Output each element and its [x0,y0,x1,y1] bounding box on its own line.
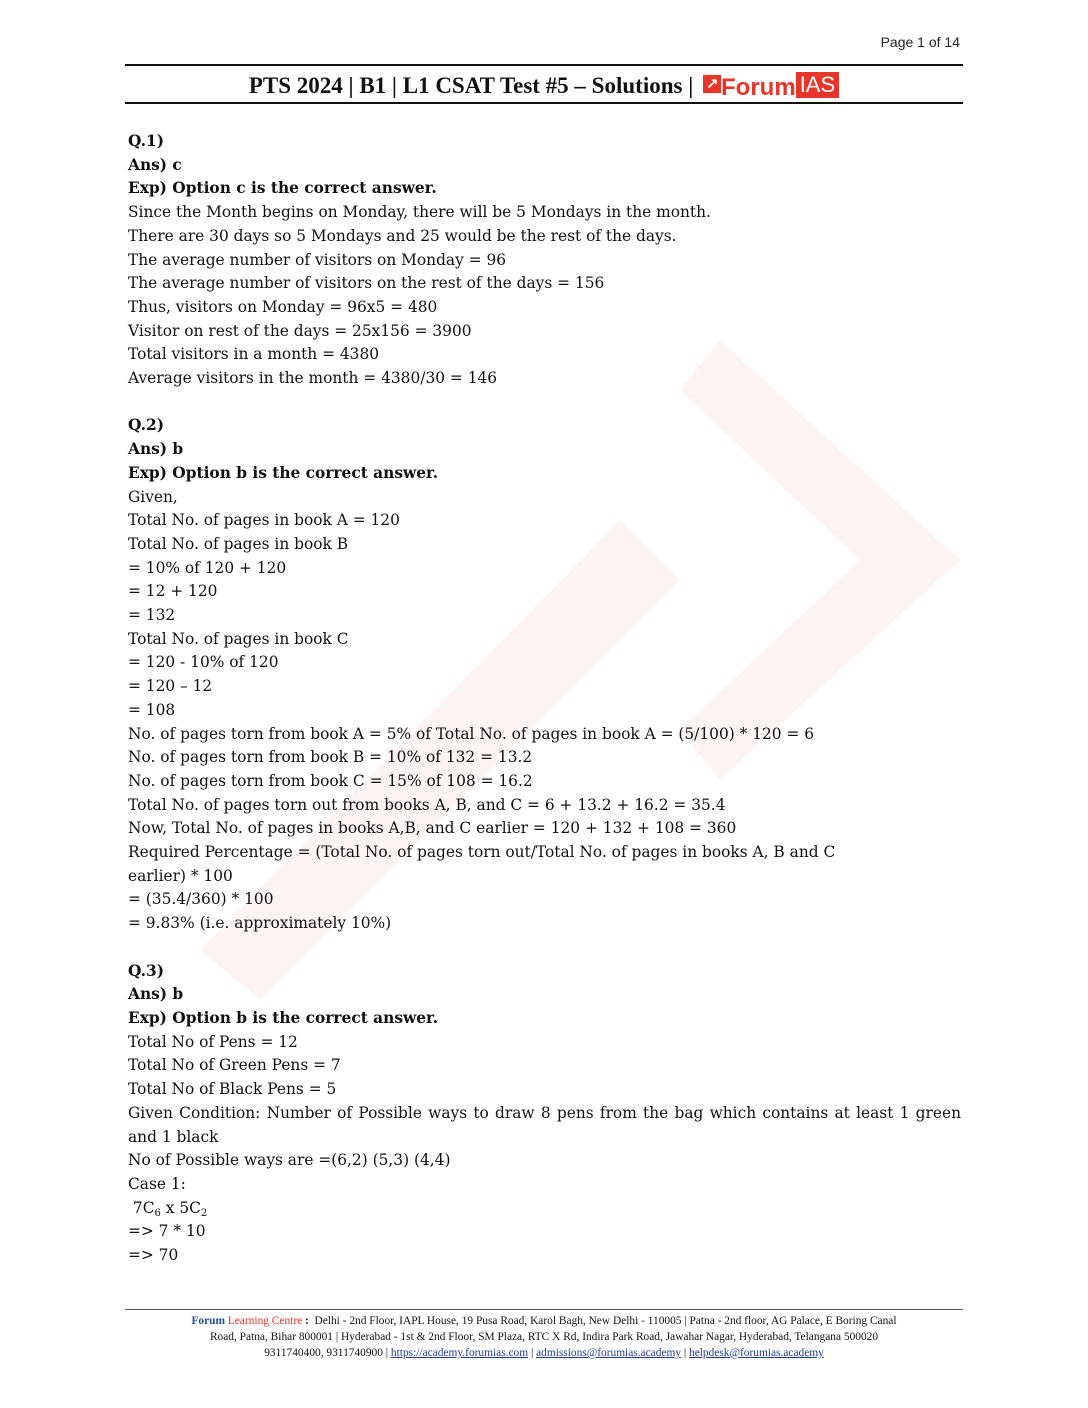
header-rule-bottom [125,102,963,104]
explanation-line: Required Percentage = (Total No. of pages torn out/Total No. of pages in books A, B and C [128,843,836,862]
explanation-line: There are 30 days so 5 Mondays and 25 would be the rest of the days. [128,226,677,245]
footer-address-text-1: Delhi - 2nd Floor, IAPL House, 19 Pusa Road, Karol Bagh, New Delhi - 110005 | Patna - 2nd floor, AG Palace, E Boring Canal [314,1315,897,1327]
question-number: Q.3) [128,961,164,980]
explanation-line: Total No of Black Pens = 5 [128,1080,337,1099]
combination-expression [128,1197,961,1221]
explanation-line: Now, Total No. of pages in books A,B, and C earlier = 120 + 132 + 108 = 360 [128,819,737,838]
explanation-heading: Exp) Option b is the correct answer. [128,1008,439,1027]
explanation-line: = 108 [128,700,176,719]
helpdesk-email-link[interactable]: helpdesk@forumias.academy [689,1347,824,1359]
footer-rule [125,1309,963,1310]
explanation-line: earlier) * 100 [128,866,233,885]
explanation-line: = 10% of 120 + 120 [128,558,287,577]
question-number: Q.1) [128,132,164,150]
explanation-line: => 7 * 10 [128,1222,206,1241]
footer-separator: | [681,1347,690,1359]
combo-part-mid: x 5C [160,1198,201,1217]
explanation-line: => 70 [128,1246,179,1265]
answer: Ans) b [128,440,184,459]
explanation-line: Since the Month begins on Monday, there will be 5 Mondays in the month. [128,203,711,222]
footer-brand-forum: Forum [191,1315,225,1327]
admissions-email-link[interactable]: admissions@forumias.academy [536,1347,682,1359]
document-header [125,70,963,102]
explanation-line: Total No. of pages in book C [128,629,349,648]
footer-address-line-1 [128,1313,960,1329]
combo-sub-a: 6 [154,1207,161,1219]
page-footer [128,1313,960,1361]
header-title: PTS 2024 | B1 | L1 CSAT Test #5 – Solutions | [248,73,694,98]
question-3 [128,960,961,1268]
logo-forum-text: Forum [721,74,796,101]
answer: Ans) c [128,155,182,174]
explanation-line: Total No. of pages in book A = 120 [128,511,400,530]
footer-address-line-2: Road, Patna, Bihar 800001 | Hyderabad - 1st & 2nd Floor, SM Plaza, RTC X Rd, Indira Park Road, Jawahar Nagar, Hyderabad, Telangana 500020 [209,1331,879,1343]
solutions-content [128,130,961,1291]
explanation-line: Total No. of pages torn out from books A, B, and C = 6 + 13.2 + 16.2 = 35.4 [128,795,726,814]
explanation-line: = 120 – 12 [128,677,213,696]
explanation-heading: Exp) Option c is the correct answer. [128,179,437,198]
combo-part-a: 7C [132,1198,155,1217]
footer-colon: : [302,1315,309,1327]
explanation-line: Given, [128,487,178,506]
answer: Ans) b [128,985,184,1004]
explanation-line: The average number of visitors on Monday = 96 [128,250,507,269]
footer-brand-learning-centre: Learning Centre [225,1315,303,1327]
footer-separator: | [528,1347,537,1359]
explanation-line: Total No. of pages in book B [128,534,349,553]
explanation-line: = 132 [128,606,176,625]
page-number: Page 1 of 14 [880,34,960,50]
explanation-heading: Exp) Option b is the correct answer. [128,463,439,482]
logo-ias-text: IAS [796,72,839,98]
explanation-line: The average number of visitors on the rest of the days = 156 [128,274,605,293]
explanation-line: No. of pages torn from book C = 15% of 108 = 16.2 [128,771,533,790]
footer-phones: 9311740400, 9311740900 | [264,1347,391,1359]
header-rule-top [125,64,963,66]
explanation-line: Case 1: [128,1174,186,1193]
explanation-line: Total visitors in a month = 4380 [128,345,380,364]
explanation-line: Visitor on rest of the days = 25x156 = 3900 [128,321,472,340]
academy-website-link[interactable]: https://academy.forumias.com [390,1347,529,1359]
footer-contact-line [128,1345,960,1361]
combo-sub-b: 2 [200,1207,208,1219]
explanation-line: = 9.83% (i.e. approximately 10%) [128,914,392,933]
explanation-line: No. of pages torn from book B = 10% of 132 = 13.2 [128,748,533,767]
explanation-line: Total No of Green Pens = 7 [128,1056,341,1075]
given-condition: Given Condition: Number of Possible ways to draw 8 pens from the bag which contains at least 1 green and 1 black [128,1103,961,1146]
question-2 [128,414,961,935]
explanation-line: Total No of Pens = 12 [128,1032,298,1051]
explanation-line: Average visitors in the month = 4380/30 = 146 [128,369,498,388]
explanation-line: Thus, visitors on Monday = 96x5 = 480 [128,297,438,316]
explanation-line: No. of pages torn from book A = 5% of Total No. of pages in book A = (5/100) * 120 = 6 [128,724,815,743]
explanation-line: = 120 - 10% of 120 [128,653,279,672]
explanation-line: = 12 + 120 [128,582,218,601]
explanation-line: = (35.4/360) * 100 [128,890,274,909]
question-number: Q.2) [128,416,164,435]
arrow-logo-icon: ↗ [703,75,721,93]
question-1 [128,130,961,391]
forumias-logo [703,72,839,104]
explanation-line: No of Possible ways are =(6,2) (5,3) (4,4) [128,1151,451,1170]
